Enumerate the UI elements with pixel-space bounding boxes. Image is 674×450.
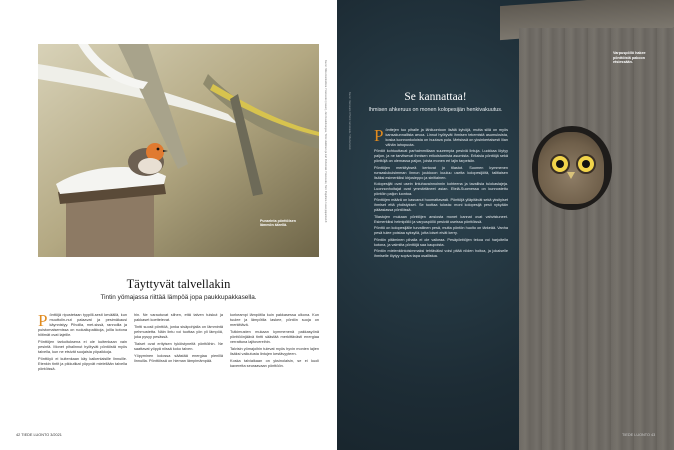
paragraph: hin. Ne varautuvat siihen, että talven tuiskut ja pakkaset koettelevat. (134, 313, 223, 323)
owl-beak (567, 172, 575, 179)
body-column-2 (134, 313, 223, 413)
page-folio: 42 TIEDE LUONTO 3/2021 (16, 433, 62, 437)
nestbox-wall (519, 28, 674, 450)
paragraph: Yöpyminen kolossa säästää energiaa pienillä linnuilla. Pönttöissä on hieman lämpimämpää. (134, 354, 223, 364)
photo-caption: Varpuspöllö hakee pönttöistä pakoon etsiessään. (613, 51, 646, 64)
paragraph: önttejen tuo pihalle ja lähiluontoon lisätä kylvöjä, mutta sillä on myös kansakunnallista arvoa. Linnut hyötyvät ihmisen tekemistä asumuksista, koska luonnonkoloista on huutava pula. Metsissä on yksinkertaisesti liian vähän lahopuuta. (385, 128, 508, 147)
body-column-1 (38, 313, 127, 413)
page-folio: TIEDE LUONTO 43 (622, 433, 656, 437)
paragraph: Pönttö on kolopesijälle turvallinen pesä, mutta pöntön huolto on tärkeää. Vanha pesä tulee poistaa syksyllä, jotta loiset eivät kerry. (374, 226, 508, 236)
paragraph: Kolopesijät ovat usein lintuhavainnoinnin kohteena ja tavallisia tulokaslajeja. Luonnonhoitajat ovat ymmärtäneet asian. Etelä-Suomessa on kunnostettu pöntöin paljon luontoa. (374, 182, 508, 196)
owl-eye-right (576, 154, 596, 174)
right-page (337, 0, 674, 450)
paragraph: Tintti suosii pönttöä, jonka sisäpohjalla on lämmintä pehmustetta. Näin lintu voi tuottaa yön yli lämpöä, joka pysyy pesässä. (134, 325, 223, 340)
paragraph: Pöntöt kohtuuttavat parhaimmillaan suurempia pesiviä lintuja. Luokkaa löytyy paljon, ja ne tarvitsevat ihmisen erikoistumista asumista. Erilaisia pönttöjä sekä pönttöjä on olemassa paljon, joista monen eri lajin tarpeisiin. (374, 149, 508, 164)
paragraph: Pönttöjen määrä on kasvanut huomattavasti. Pönttöjä ylläpitävät sekä yksityiset ihmiset että yhdistykset. Se tuottaa tulosta: moni kolopesijä pesii nykyään pääasiassa pöntöissä. (374, 198, 508, 213)
photo-credit (322, 60, 328, 260)
pygmy-owl (538, 132, 604, 204)
paragraph: Tutkimusten mukaan kymmenenä pakkasyönä pönttöönjäävä tintti säästää merkittävästi energiaa verrattuna lajitovereihin. (230, 330, 319, 345)
article-headline: Se kannattaa! (404, 91, 467, 103)
photo-caption: Punarinta pönttöisen lämmön äärellä. (260, 219, 296, 228)
body-column-3 (230, 313, 319, 413)
paragraph: Pöntön mielenkiintoisimmaksi tehtäväksi voisi pitää niiden hoitoa, ja jokaiselle ihmiselle löytyy sopiva tapa osallistua. (374, 248, 508, 258)
article-body (374, 128, 508, 413)
photo-credit (346, 92, 352, 252)
article-deck: Ihmisen ahkeruus on monen kolopesijän henkivakuutus. (368, 107, 503, 113)
paragraph: Koska talviaikaan on yksinolaisin, se ei kuoli kavereita seuraavaan pönttöön. (230, 359, 319, 369)
owl-eye-left (550, 154, 570, 174)
paragraph: Talvisin yömajoihin tulevat myös hyvin monien lajien lisäksi vaikutusta lintujen kestävyyteen. (230, 347, 319, 357)
paragraph: korkeampi lämpötila kuin pakkasessa ulkona. Kun tuulee ja lämpötila laskee, pöntön suoja on merkittävä. (230, 313, 319, 328)
paragraph: önttöjä ripustetaan tyypilli-sesti keväällä, kun muuttolin-nut palaavat ja pesimäkausi käynnistyy. Pihoilla, met-sissä, rannoilla ja puistomaisemissa on ruokailupaikkoja, joilla kotona hiitimät ovat lajeille. (38, 313, 127, 338)
article-deck: Tintin yömajassa riittää lämpöä jopa paukkupakkasella. (100, 294, 257, 301)
paragraph: Pönttöjen tarkoituksena ei ole kuitenkaan vain pesintä. Monet pihalinnut hyötyvät pöntöistä myös talvella, kun ne etsivät suojaisia yöpaikkoja. (38, 340, 127, 355)
photo-credit-text: Kuvat: Mika Honkalinna / Vastavalo (vasen), Jan Ruskokangas, Tomi Hakkinen ja Jari Peltomaki / Vastavalo, Tero Pajulinna / www.pajunkari.fi (324, 60, 327, 223)
paragraph: Tilastojen mukaan pönttöjen ansiosta monet kannat ovat vahvistuneet. Esimerkiksi helmipöllö ja varpuspöllö pesivät useissa pönttöissä. (374, 214, 508, 224)
photo-credit-text: Kuvat: Vastavalo / Photo: lemonade / Shutterstock (348, 92, 351, 150)
paragraph: Pöntön pitäminen pihalla ei ole vaikeaa. Pesäpönttöjen tekoa voi harjoitella kotona, ja valmiita pönttöjä saa kaupoista. (374, 237, 508, 247)
drop-cap: P (374, 128, 384, 145)
article-body-columns (38, 313, 319, 413)
paragraph: Pönttöyö ei kuitenkaan käy kaikenlaisille linnuille. Etenkin tintit ja pikkutikat yöpyvät mielellään talvella pöntöissä. (38, 357, 127, 372)
paragraph: Tiaiset ovat erityisen tyköistyneitä pönttöihin. Ne saattavat yöpyä niissä koko talven. (134, 342, 223, 352)
paragraph: Pönttöjen merkitykseä kertovat jo tilastot. Suomen kymmenen runsaslukuisimman linnun joukkoon kuuluu useita kolopesijöitä, talitiaisen lisäksi esimerkiksi kirjosieppo ja sinitiainen. (374, 165, 508, 180)
drop-cap: P (38, 313, 48, 330)
article-headline: Täyttyvät talvellakin (126, 277, 231, 291)
